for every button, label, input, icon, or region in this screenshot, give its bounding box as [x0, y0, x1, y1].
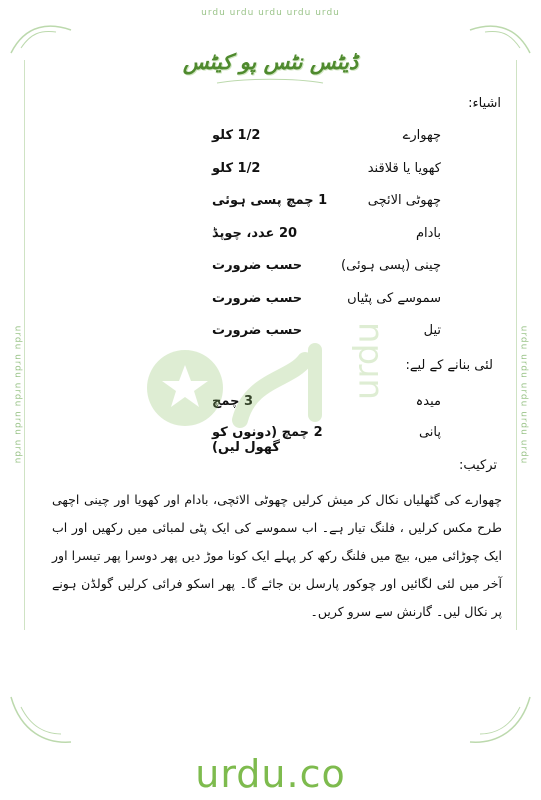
ingredient-quantity: 1/2 کلو [212, 128, 261, 143]
ingredient-row [0, 226, 541, 252]
title-flourish [215, 78, 325, 88]
watermark-latin-text: urdu [347, 321, 387, 400]
left-border-pattern: urdu urdu urdu urdu urdu [12, 325, 23, 465]
right-border-pattern: urdu urdu urdu urdu urdu [518, 325, 529, 465]
ingredient-row [0, 161, 541, 187]
ingredient-quantity: حسب ضرورت [212, 290, 303, 306]
footer-site-logo: urdu.co [195, 752, 346, 796]
ingredient-quantity: 2 چمچ (دونوں کو گھول لیں) [212, 425, 323, 455]
ingredient-name: پانی [418, 425, 441, 440]
ingredient-name: چینی (پسی ہوئی) [341, 258, 441, 273]
ingredient-quantity: حسب ضرورت [212, 258, 303, 273]
recipe-title: ڈیٹس نٹس پو کیٹس [182, 50, 359, 74]
top-border-pattern: urdu urdu urdu urdu urdu [201, 8, 340, 18]
corner-ornament-bottom-left [6, 692, 76, 752]
batter-heading: لئی بنانے کے لیے: [405, 358, 493, 373]
ingredient-quantity: 3 چمچ [212, 394, 254, 409]
ingredient-quantity: حسب ضرورت [212, 323, 303, 338]
method-heading: ترکیب: [458, 458, 497, 473]
ingredient-quantity: 1/2 کلو [212, 160, 261, 176]
ingredient-name: چھوارے [402, 128, 441, 143]
ingredient-quantity: 1 چمچ پسی ہوئی [212, 193, 328, 208]
ingredient-row [0, 128, 541, 154]
ingredient-name: میدہ [415, 394, 441, 409]
ingredient-name: تیل [423, 323, 441, 338]
ingredient-row [0, 291, 541, 317]
ingredient-name: سموسے کی پٹیاں [347, 290, 441, 306]
corner-ornament-bottom-right [465, 692, 535, 752]
ingredient-row [0, 258, 541, 284]
ingredient-row [0, 193, 541, 219]
ingredient-name: کھویا یا قلاقند [367, 160, 441, 176]
urdu-watermark-logo [140, 320, 400, 440]
ingredient-name: بادام [415, 225, 441, 241]
ingredient-quantity: 20 عدد، چوپڈ [212, 225, 298, 241]
method-text: چھوارے کی گٹھلیاں نکال کر میش کرلیں چھوٹی الائچی، بادام اور کھویا اور چینی اچھی طرح مکس کرلیں ، فلنگ تیار ہے۔ اب سموسے کی ایک پٹی لمبائی میں رکھیں اور اب ایک چوڑائی میں، بیچ میں فلنگ رکھ کر پہلے ایک کونا موڑ دیں پھر دوسرا پھر تیسرا اور آخر میں لئی لگائیں اور چوکور پارسل بن جائے گا۔ پھر اسکو فرائی کرلیں گولڈن ہونے پر نکال لیں۔ گارنش سے سرو کریں۔ [52, 492, 502, 619]
ingredient-name: چھوٹی الائچی [367, 193, 441, 208]
ingredients-heading: اشیاء: [468, 96, 501, 111]
